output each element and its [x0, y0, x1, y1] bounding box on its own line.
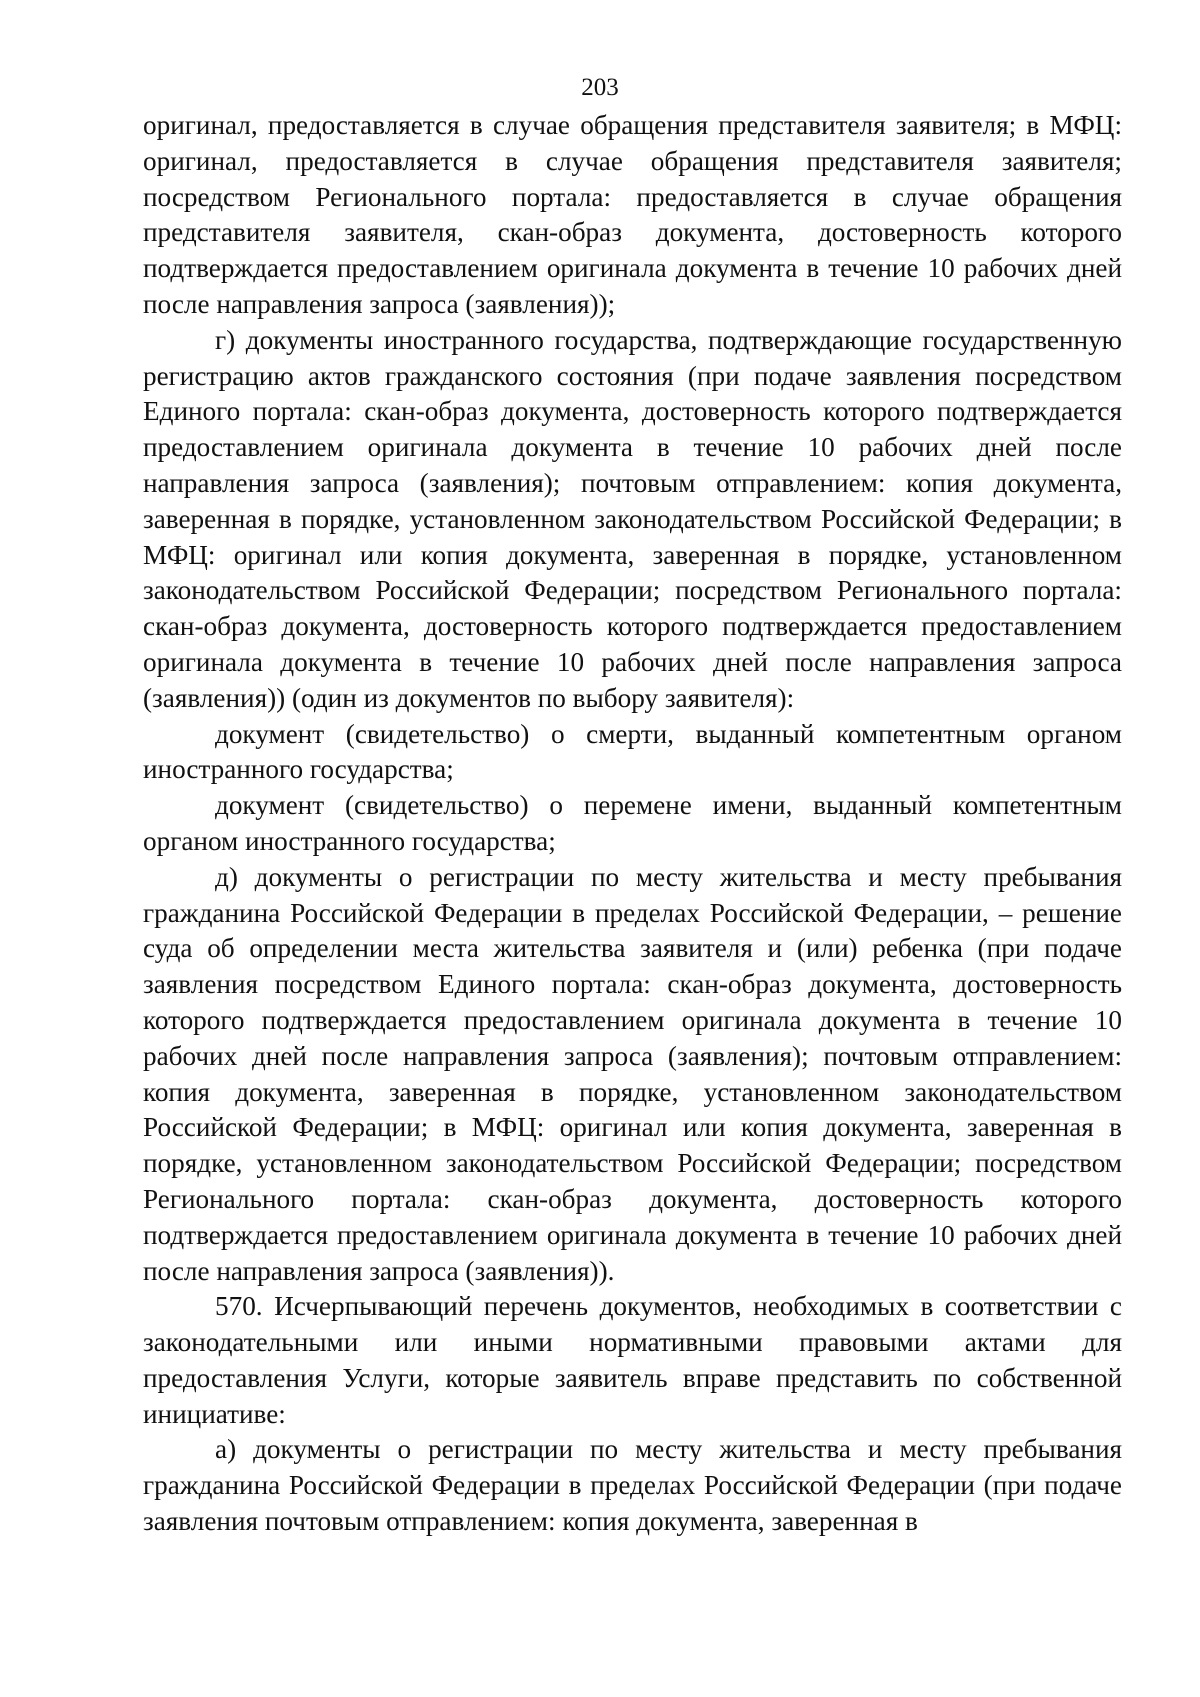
- paragraph-item-d: д) документы о регистрации по месту жительства и месту пребывания гражданина Российской Федерации в пределах Российской Федерации, – решение суда об определении места жительства заявителя и (или) ребенка (при подаче заявления посредством Единого портала: скан-образ документа, достоверность которого подтверждается предоставлением оригинала документа в течение 10 рабочих дней после направления запроса (заявления); почтовым отправлением: копия документа, заверенная в порядке, установленном законодательством Российской Федерации; в МФЦ: оригинал или копия документа, заверенная в порядке, установленном законодательством Российской Федерации; посредством Регионального портала: скан-образ документа, достоверность которого подтверждается предоставлением оригинала документа в течение 10 рабочих дней после направления запроса (заявления)).: [143, 861, 1122, 1286]
- paragraph-continuation: оригинал, предоставляется в случае обращения представителя заявителя; в МФЦ: оригинал, предоставляется в случае обращения представителя заявителя; посредством Регионального портала: предоставляется в случае обращения представителя заявителя, скан-образ документа, достоверность которого подтверждается предоставлением оригинала документа в течение 10 рабочих дней после направления запроса (заявления));: [143, 110, 1122, 319]
- paragraph-name-change-certificate: документ (свидетельство) о перемене имени, выданный компетентным органом иностранного государства;: [143, 790, 1122, 856]
- document-body: [143, 108, 1122, 1540]
- paragraph-death-certificate: документ (свидетельство) о смерти, выданный компетентным органом иностранного государства;: [143, 718, 1122, 785]
- paragraph-item-g: г) документы иностранного государства, подтверждающие государственную регистрацию актов гражданского состояния (при подаче заявления посредством Единого портала: скан-образ документа, достоверность которого подтверждается предоставлением оригинала документа в течение 10 рабочих дней после направления запроса (заявления); почтовым отправлением: копия документа, заверенная в порядке, установленном законодательством Российской Федерации; в МФЦ: оригинал или копия документа, заверенная в порядке, установленном законодательством Российской Федерации; посредством Регионального портала: скан-образ документа, достоверность которого подтверждается предоставлением оригинала документа в течение 10 рабочих дней после направления запроса (заявления)) (один из документов по выбору заявителя):: [143, 324, 1122, 713]
- page-number: 203: [581, 74, 619, 101]
- paragraph-570: 570. Исчерпывающий перечень документов, необходимых в соответствии с законодательными или иными нормативными правовыми актами для предоставления Услуги, которые заявитель вправе представить по собственной инициативе:: [143, 1291, 1122, 1429]
- paragraph-item-a: а) документы о регистрации по месту жительства и месту пребывания гражданина Российской Федерации в пределах Российской Федерации (при подаче заявления почтовым отправлением: копия документа, заверенная в: [143, 1434, 1122, 1537]
